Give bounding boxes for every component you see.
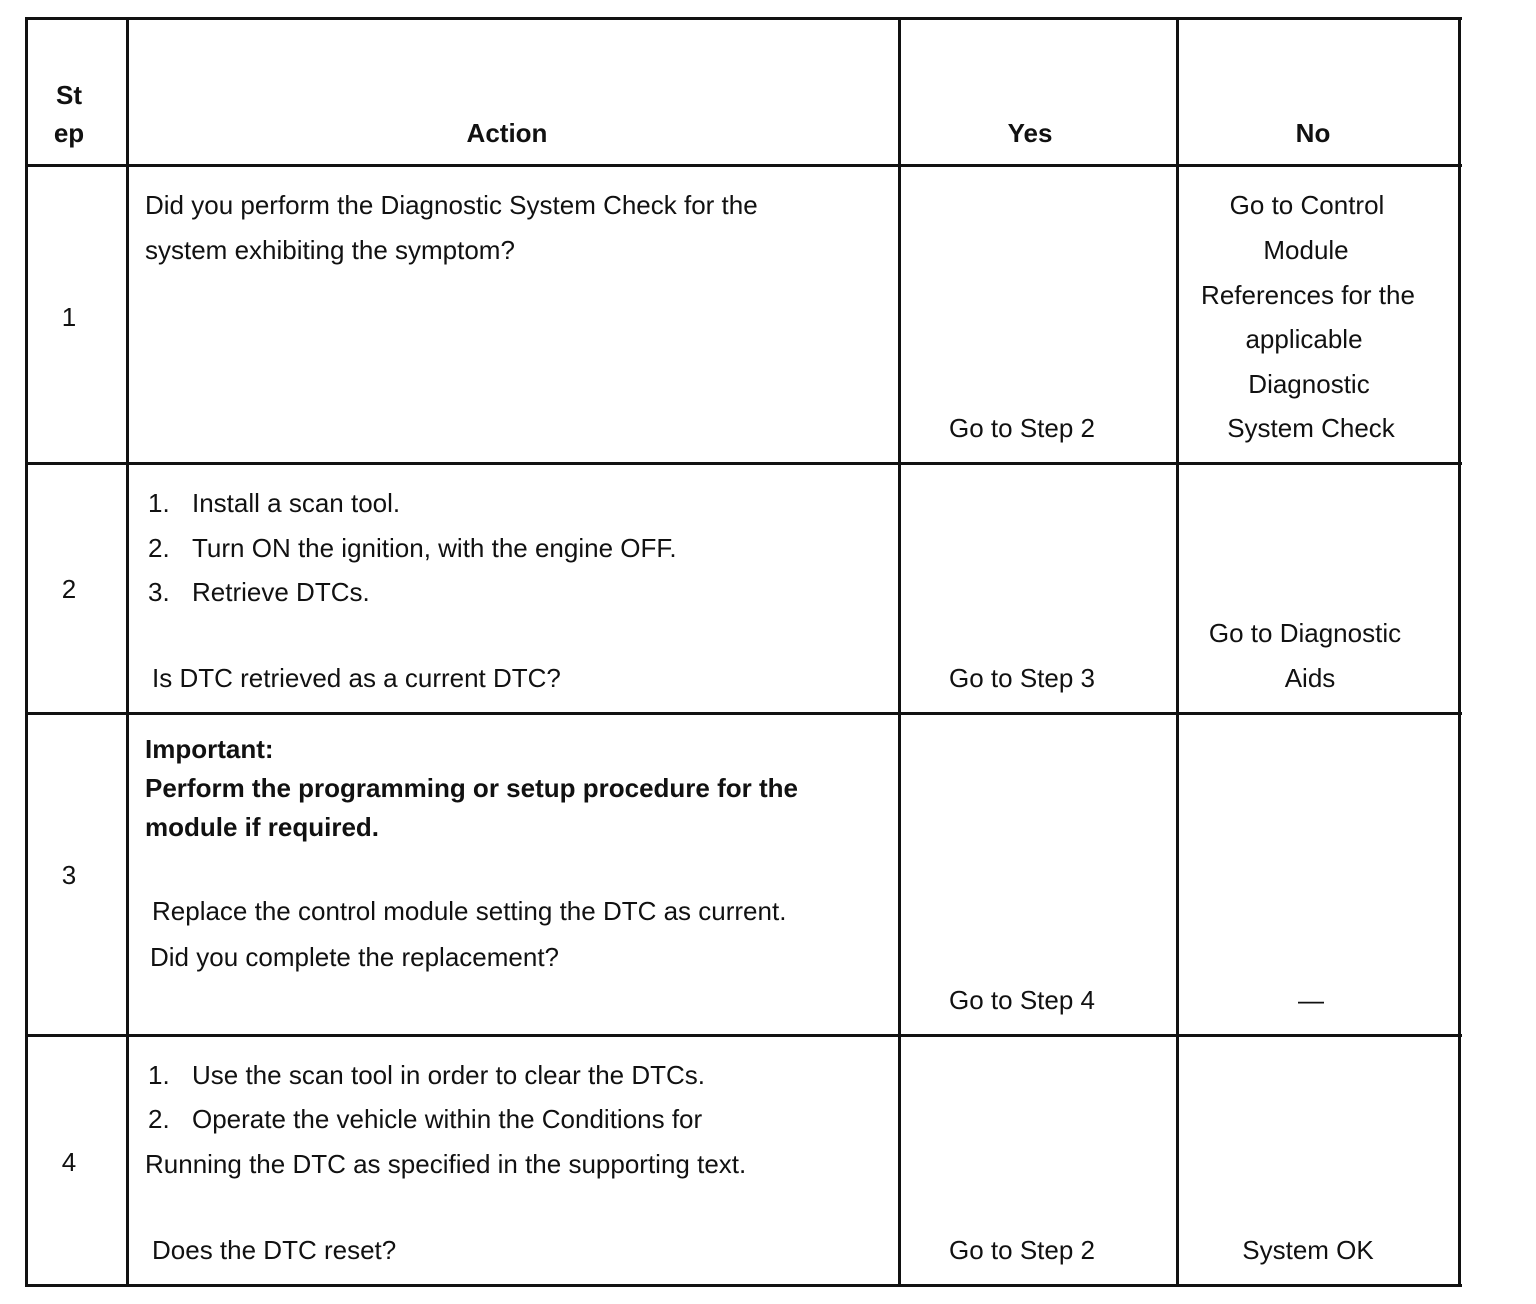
row-divider-2	[25, 712, 1462, 715]
question-text: Does the DTC reset?	[152, 1235, 397, 1265]
header-step-line2: ep	[53, 118, 85, 148]
action-text: system exhibiting the symptom?	[145, 235, 515, 265]
list-item	[148, 579, 370, 605]
header-action: Action	[466, 118, 548, 148]
list-item-text: Use the scan tool in order to clear the DTCs.	[192, 1060, 706, 1090]
column-divider-action	[898, 17, 901, 1287]
important-label: Important:	[145, 734, 274, 764]
row-divider-header	[25, 164, 1462, 167]
no-cell-text: Go to Control	[1229, 190, 1385, 220]
no-cell-text: System Check	[1227, 413, 1395, 443]
table-border-top	[25, 17, 1462, 20]
no-cell-text: System OK	[1242, 1235, 1374, 1265]
action-text: Did you complete the replacement?	[150, 942, 560, 972]
header-step-line1: St	[56, 80, 82, 110]
no-cell-text: References for the	[1201, 280, 1415, 310]
yes-cell-text: Go to Step 3	[949, 663, 1095, 693]
no-cell-text: applicable	[1245, 324, 1363, 354]
step-number: 3	[61, 860, 77, 890]
list-item	[148, 1062, 705, 1088]
list-item-text: Retrieve DTCs.	[192, 577, 370, 607]
list-item-number: 3.	[148, 577, 170, 607]
list-item-text: Install a scan tool.	[192, 488, 401, 518]
table-border-right	[1458, 17, 1461, 1287]
list-item-number: 1.	[148, 1060, 170, 1090]
list-item-text: Turn ON the ignition, with the engine OFF.	[192, 533, 677, 563]
no-cell-text: Module	[1263, 235, 1349, 265]
list-item-number: 2.	[148, 533, 170, 563]
action-text: Running the DTC as specified in the supporting text.	[145, 1149, 747, 1179]
row-divider-3	[25, 1034, 1462, 1037]
list-item-number: 1.	[148, 488, 170, 518]
action-text: Replace the control module setting the DTC as current.	[152, 896, 787, 926]
no-cell-text: Aids	[1284, 663, 1336, 693]
list-item	[148, 535, 677, 561]
list-item	[148, 490, 400, 516]
step-number: 1	[61, 302, 77, 332]
list-item	[148, 1106, 702, 1132]
step-number: 4	[61, 1147, 77, 1177]
row-divider-1	[25, 462, 1462, 465]
yes-cell-text: Go to Step 2	[949, 413, 1095, 443]
table-border-bottom	[25, 1284, 1462, 1287]
yes-cell-text: Go to Step 2	[949, 1235, 1095, 1265]
question-text: Is DTC retrieved as a current DTC?	[152, 663, 561, 693]
no-cell-text: Go to Diagnostic	[1208, 618, 1402, 648]
column-divider-yes	[1176, 17, 1179, 1287]
no-cell-text: Diagnostic	[1248, 369, 1370, 399]
important-text: module if required.	[145, 812, 380, 842]
column-divider-step	[126, 17, 129, 1287]
table-border-left	[25, 17, 28, 1287]
list-item-text: Operate the vehicle within the Conditions for	[192, 1104, 703, 1134]
no-cell-text: —	[1298, 985, 1324, 1015]
step-number: 2	[61, 574, 77, 604]
yes-cell-text: Go to Step 4	[949, 985, 1095, 1015]
header-no: No	[1295, 118, 1331, 148]
important-text: Perform the programming or setup procedure for the	[145, 773, 798, 803]
list-item-number: 2.	[148, 1104, 170, 1134]
header-yes: Yes	[1007, 118, 1053, 148]
action-text: Did you perform the Diagnostic System Check for the	[145, 190, 758, 220]
